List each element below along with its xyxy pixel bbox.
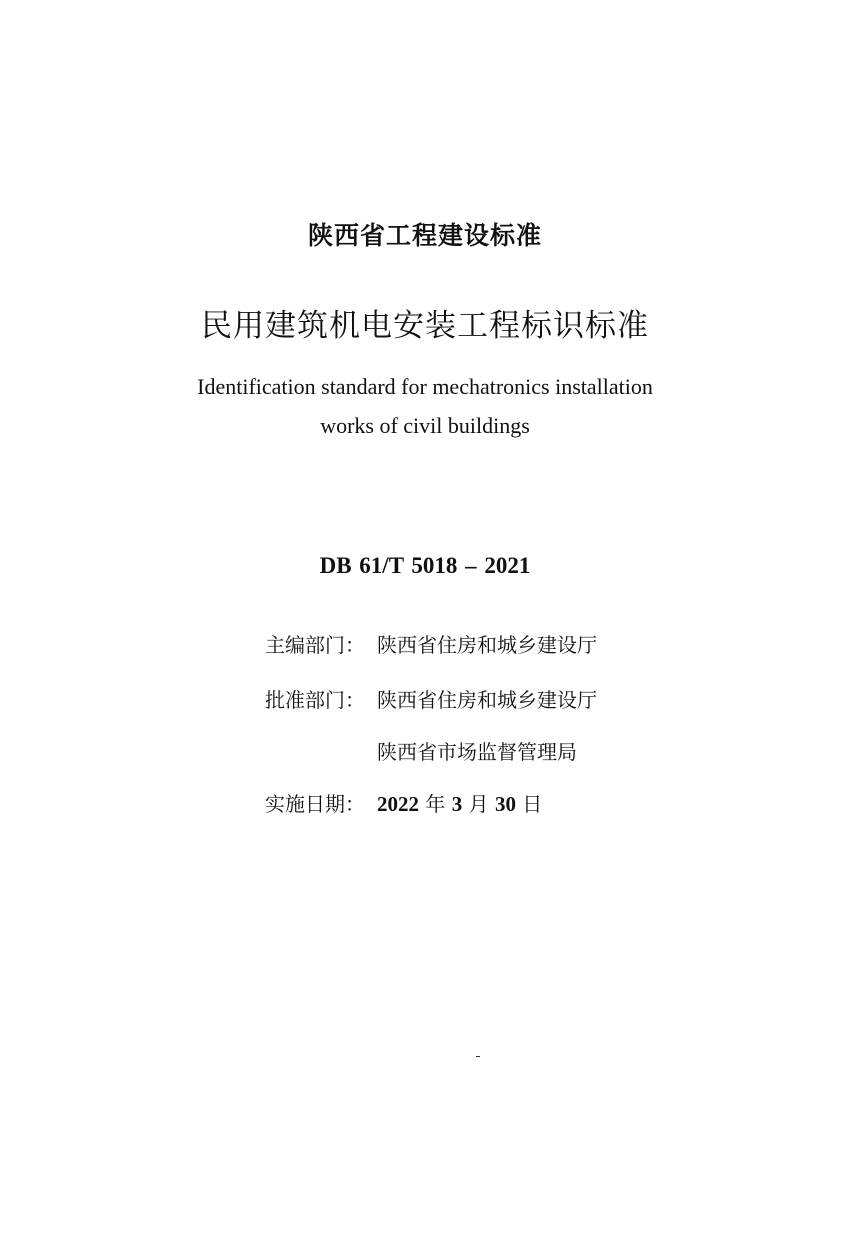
approver-department-label: 批准部门： (265, 688, 365, 712)
approver-department-row-2 (265, 734, 577, 770)
editor-department-value: 陕西省住房和城乡建设厅 (377, 633, 597, 657)
editor-department-label: 主编部门： (265, 633, 365, 657)
day-char: 日 (515, 792, 543, 816)
effective-month: 3 (451, 792, 463, 816)
approver-department-value-1: 陕西省住房和城乡建设厅 (377, 688, 597, 712)
editor-department-row (265, 627, 597, 663)
effective-day: 30 (494, 792, 516, 816)
standard-category: 陕西省工程建设标准 (307, 221, 542, 250)
effective-date-row (265, 786, 542, 822)
effective-date-label: 实施日期： (265, 792, 365, 816)
standard-code: DB 61/T 5018 – 2021 (319, 553, 531, 578)
approver-department-row (265, 682, 597, 718)
year-char: 年 (419, 792, 452, 816)
effective-date-value (377, 786, 542, 822)
standard-title-english-line-1: Identification standard for mechatronics installation (197, 374, 653, 399)
standard-title-english-line-2: works of civil buildings (320, 413, 530, 438)
approver-department-value-2: 陕西省市场监督管理局 (377, 740, 577, 764)
print-mark (476, 1056, 480, 1057)
standard-title-chinese: 民用建筑机电安装工程标识标准 (201, 308, 649, 344)
effective-year: 2022 (377, 792, 419, 816)
month-char: 月 (462, 792, 495, 816)
